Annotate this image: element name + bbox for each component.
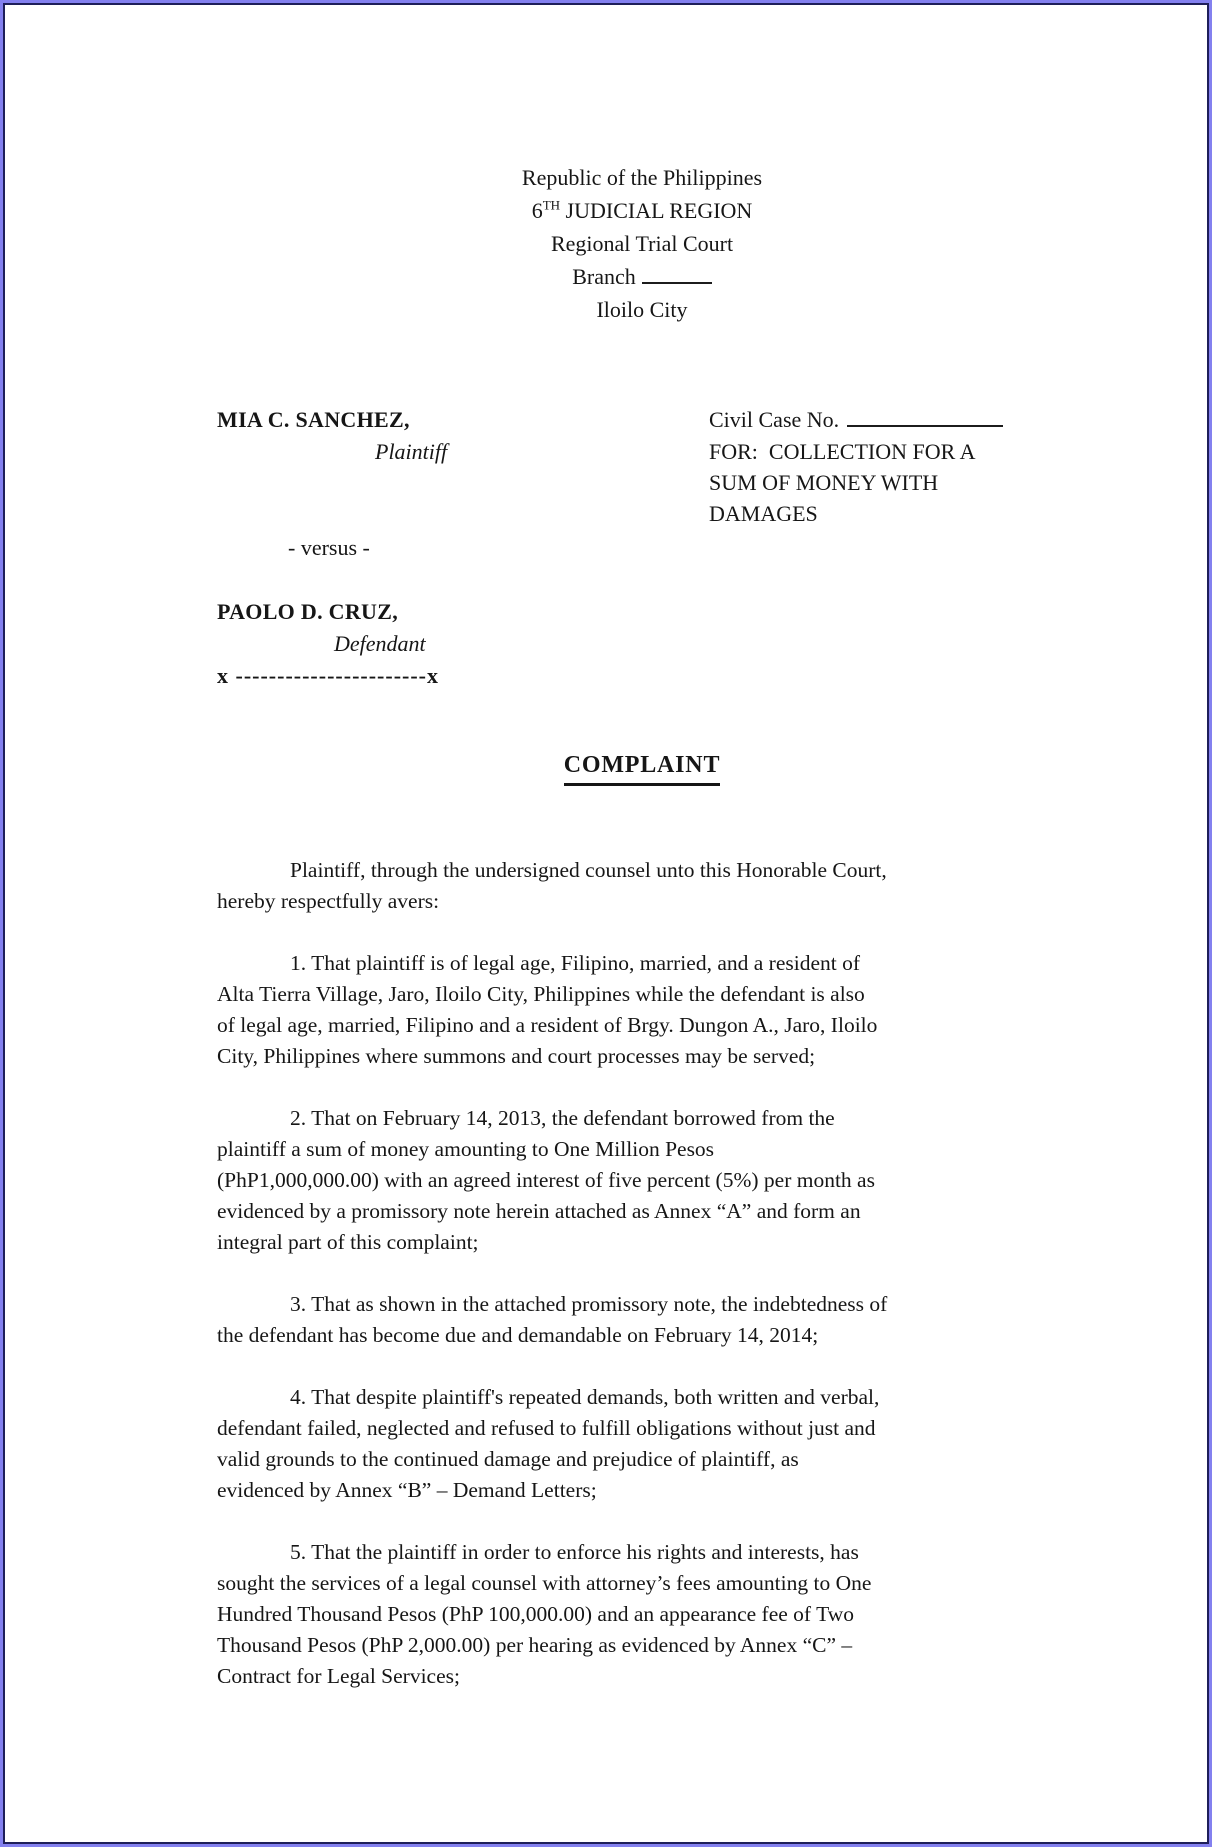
branch-blank-field: [642, 263, 712, 284]
defendant-role-label: Defendant: [334, 631, 426, 656]
document-body: [217, 855, 1027, 1692]
header-court-name: Regional Trial Court: [550, 231, 734, 256]
paragraph-2: [217, 1103, 1027, 1258]
branch-label: Branch: [572, 264, 636, 289]
case-number-block: [709, 404, 1049, 529]
text-line: Thousand Pesos (PhP 2,000.00) per hearing as evidenced by Annex “C” –: [217, 1633, 853, 1657]
text-line: City, Philippines where summons and court processes may be served;: [217, 1044, 816, 1068]
case-number-line: [709, 404, 1049, 436]
text-line: DAMAGES: [709, 501, 818, 526]
paragraph-5: [217, 1537, 1027, 1692]
text-line: Hundred Thousand Pesos (PhP 100,000.00) and an appearance fee of Two: [217, 1602, 854, 1626]
versus-label: - versus -: [288, 535, 370, 560]
case-number-blank-field: [847, 406, 1003, 427]
text-line: valid grounds to the continued damage and prejudice of plaintiff, as: [217, 1447, 799, 1471]
text-line: 1. That plaintiff is of legal age, Filipino, married, and a resident of: [290, 951, 861, 975]
text-line: (PhP1,000,000.00) with an agreed interest of five percent (5%) per month as: [217, 1168, 875, 1192]
intro-paragraph: [217, 855, 1027, 917]
court-header: [217, 161, 1027, 326]
header-city: Iloilo City: [596, 297, 688, 322]
header-branch-line: [257, 260, 1027, 293]
text-line: of legal age, married, Filipino and a resident of Brgy. Dungon A., Jaro, Iloilo: [217, 1013, 878, 1037]
caption-terminator-line: x -----------------------x: [217, 663, 440, 688]
text-line: evidenced by Annex “B” – Demand Letters;: [217, 1478, 597, 1502]
header-republic: Republic of the Philippines: [521, 165, 763, 190]
text-line: 2. That on February 14, 2013, the defendant borrowed from the: [290, 1106, 835, 1130]
plaintiff-name: MIA C. SANCHEZ,: [217, 407, 410, 432]
text-line: Alta Tierra Village, Jaro, Iloilo City, Philippines while the defendant is also: [217, 982, 865, 1006]
text-line: integral part of this complaint;: [217, 1230, 479, 1254]
case-caption: [217, 404, 1027, 692]
text-line: 3. That as shown in the attached promissory note, the indebtedness of: [290, 1292, 888, 1316]
plaintiff-role-label: Plaintiff: [375, 439, 448, 464]
document-title: [217, 748, 1027, 786]
region-name: JUDICIAL REGION: [560, 198, 753, 223]
text-line: 5. That the plaintiff in order to enforce his rights and interests, has: [290, 1540, 859, 1564]
paragraph-3: [217, 1289, 1027, 1351]
text-line: sought the services of a legal counsel with attorney’s fees amounting to One: [217, 1571, 872, 1595]
case-title-lines: [709, 436, 1049, 529]
region-ordinal-suffix: TH: [542, 197, 561, 213]
document-inner-border: [3, 3, 1209, 1844]
text-line: 4. That despite plaintiff's repeated demands, both written and verbal,: [290, 1385, 880, 1409]
header-judicial-region: [257, 194, 1027, 227]
text-line: hereby respectfully avers:: [217, 889, 440, 913]
text-line: SUM OF MONEY WITH: [709, 470, 939, 495]
region-number: 6: [531, 198, 543, 223]
paragraph-1: [217, 948, 1027, 1072]
text-line: evidenced by a promissory note herein attached as Annex “A” and form an: [217, 1199, 861, 1223]
text-line: FOR: COLLECTION FOR A: [709, 439, 976, 464]
text-line: Plaintiff, through the undersigned counsel unto this Honorable Court,: [290, 858, 887, 882]
text-line: defendant failed, neglected and refused to fulfill obligations without just and: [217, 1416, 876, 1440]
defendant-name: PAOLO D. CRUZ,: [217, 599, 399, 624]
document-title-text: COMPLAINT: [564, 748, 721, 786]
paragraph-4: [217, 1382, 1027, 1506]
text-line: plaintiff a sum of money amounting to One Million Pesos: [217, 1137, 715, 1161]
case-number-label: Civil Case No.: [709, 407, 840, 432]
caption-spacer: [217, 564, 1027, 596]
text-line: the defendant has become due and demandable on February 14, 2014;: [217, 1323, 819, 1347]
text-line: Contract for Legal Services;: [217, 1664, 460, 1688]
